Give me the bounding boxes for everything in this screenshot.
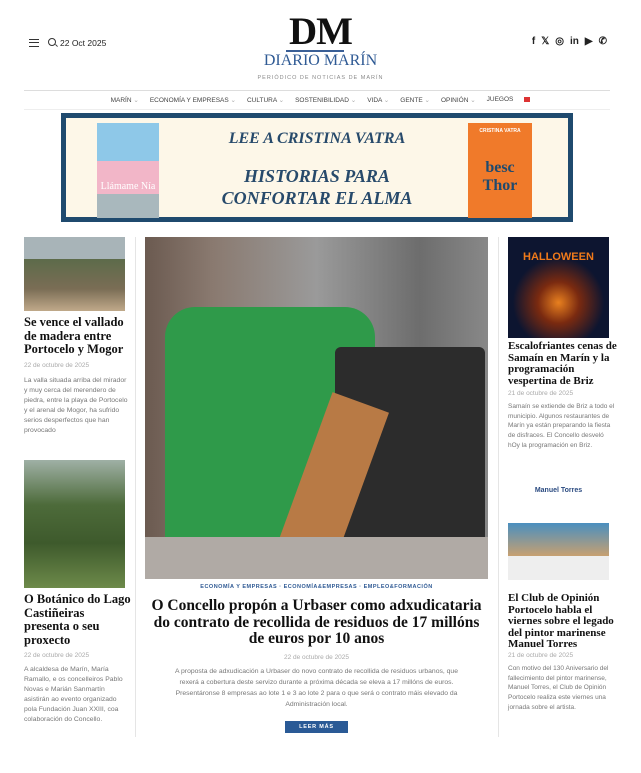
main-article-title[interactable]: O Concello propón a Urbaser como adxudicataria do contrato de recollida de residuos de 17 millóns de euros por 10 anos	[151, 597, 482, 647]
nav-cultura[interactable]: CULTURA ⌄	[247, 96, 284, 104]
read-more-button[interactable]: LEER MÁS	[285, 721, 348, 733]
x-icon[interactable]: 𝕏	[541, 36, 550, 47]
linkedin-icon[interactable]: in	[570, 36, 579, 47]
column-divider	[498, 237, 499, 737]
column-divider	[135, 237, 136, 737]
main-nav	[0, 96, 641, 104]
poster-text: HALLOWEEN	[523, 251, 594, 263]
article-title[interactable]: Se vence el vallado de madera entre Portocelo y Mogor	[24, 315, 124, 356]
nav-opinion[interactable]: OPINIÓN ⌄	[441, 96, 476, 104]
divider	[24, 90, 610, 91]
article-excerpt: La valla situada arriba del mirador y muy cerca del merendero de piedra, entre la playa de Portocelo y el arenal de Mogor, ha sufrido serios desperfectos que han provocado	[24, 377, 128, 434]
social-links	[532, 36, 607, 47]
flag-icon[interactable]	[524, 97, 530, 102]
nav-vida[interactable]: VIDA ⌄	[367, 96, 389, 104]
article-title[interactable]: El Club de Opinión Portocelo habla el viernes sobre el legado del pintor marinense Manuel Torres	[508, 592, 614, 650]
book-cover-besc-thor	[468, 123, 532, 218]
ad-banner[interactable]	[61, 113, 573, 222]
article-title[interactable]: O Botánico do Lago Castiñeiras presenta o seu proxecto	[24, 592, 131, 647]
poster-text: Manuel Torres	[534, 487, 583, 494]
youtube-icon[interactable]: ▶	[584, 36, 593, 47]
article-excerpt: Con motivo del 130 Aniversario del fallecimiento del pintor marinense, Manuel Torres, el Club de Opinión Portocelo realiza este viernes una jornada sobre el artista.	[508, 665, 609, 711]
nav-juegos[interactable]: JUEGOS	[486, 96, 514, 103]
tagline: PERIÓDICO DE NOTICIAS DE MARÍN	[257, 75, 384, 81]
nav-gente[interactable]: GENTE ⌄	[400, 96, 430, 104]
article-image[interactable]	[24, 460, 125, 588]
pavement	[145, 537, 488, 579]
article-date: 22 de octubre de 2025	[24, 362, 90, 369]
article-image[interactable]	[508, 485, 609, 580]
divider	[24, 109, 610, 110]
facebook-icon[interactable]: f	[531, 36, 536, 47]
book-author: CRISTINA VATRA	[479, 128, 521, 134]
article-categories[interactable]: ECONOMÍA Y EMPRESAS · ECONOMÍA&EMPRESAS · EMPLEO&FORMACIÓN	[200, 584, 433, 590]
article-title[interactable]: Escalofriantes cenas de Samaín en Marín y la programación vespertina de Briz	[508, 340, 617, 387]
instagram-icon[interactable]: ◎	[555, 36, 565, 47]
article-image[interactable]	[24, 237, 125, 311]
nav-sostenibilidad[interactable]: SOSTENIBILIDAD ⌄	[295, 96, 356, 104]
article-excerpt: Samaín se extiende de Briz a todo el municipio. Algunos restaurantes de Marín ya están preparando la fiesta de disfraces. El Concello desveló hOy la programación en Briz.	[508, 403, 615, 449]
main-article-image[interactable]	[145, 237, 488, 579]
article-image[interactable]	[508, 237, 609, 338]
banner-line1: LEE A CRISTINA VATRA	[228, 130, 406, 147]
nav-economia[interactable]: ECONOMÍA Y EMPRESAS ⌄	[150, 96, 236, 104]
header-date: 22 Oct 2025	[60, 38, 107, 48]
book-title: besc Thor	[482, 159, 518, 194]
book-title: Llámame Nía	[100, 181, 156, 192]
article-excerpt: A alcaldesa de Marín, María Ramallo, e os concelleiros Pablo Novas e Marián Sanmartín asistirán ao evento organizado pola Fundación Juan XXIII, coa colaboración do Concello.	[24, 666, 123, 723]
article-date: 21 de octubre de 2025	[508, 652, 574, 659]
banner-line2: HISTORIAS PARA	[244, 166, 390, 186]
logo-name[interactable]: DIARIO MARÍN	[263, 52, 378, 69]
banner-line3: CONFORTAR EL ALMA	[221, 188, 413, 208]
main-article-excerpt: A proposta de adxudicación a Urbaser do novo contrato de recollida de residuos urbanos, que rexerá a cobertura deste servizo durante a próxima década se eleva a 17 millóns de euros. Presentáronse 8 empresas ao lote 1 e 3 ao lote 2 para o que será o contrato máis elevado da Administración local.	[174, 668, 458, 708]
logo-mark[interactable]: DM	[289, 10, 352, 53]
nav-marin[interactable]: MARÍN ⌄	[111, 96, 139, 104]
main-article-date: 22 de octubre de 2025	[283, 654, 350, 661]
article-date: 21 de octubre de 2025	[508, 390, 574, 397]
whatsapp-icon[interactable]: ✆	[598, 36, 607, 47]
article-date: 22 de octubre de 2025	[24, 652, 90, 659]
